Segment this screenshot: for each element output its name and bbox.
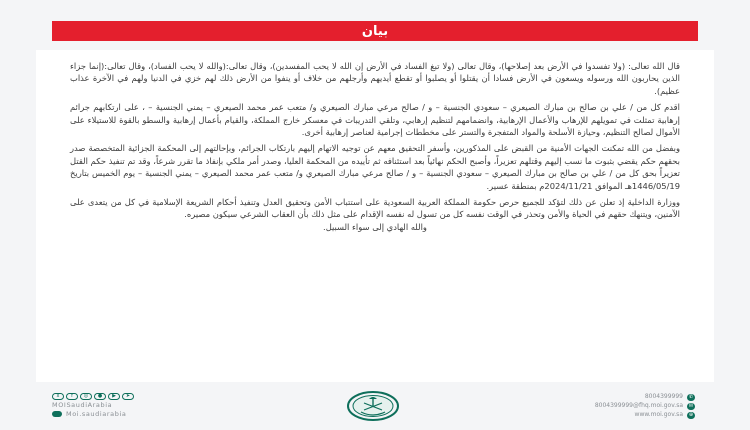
snapchat-icon <box>52 411 62 417</box>
closing-line: والله الهادي إلى سواء السبيل. <box>323 221 427 232</box>
snapchat-row[interactable] <box>52 410 134 418</box>
statement-header-bar <box>52 21 698 41</box>
website-url: www.moi.gov.sa <box>634 411 683 418</box>
telegram-icon[interactable]: ➤ <box>122 393 134 400</box>
phone-icon: ✆ <box>688 393 694 400</box>
email-address: 8004399999@fhq.moi.gov.sa <box>594 402 683 409</box>
periscope-icon[interactable]: ● <box>94 393 106 400</box>
facebook-icon[interactable]: f <box>66 393 78 400</box>
youtube-icon[interactable]: ▶ <box>108 393 120 400</box>
contact-phone-row[interactable] <box>645 393 695 401</box>
phone-number: 8004399999 <box>644 393 683 400</box>
ministry-emblem-logo <box>346 390 400 422</box>
globe-icon: ⊕ <box>688 411 694 418</box>
social-handle[interactable]: MOISaudiArabia <box>52 401 113 409</box>
footer <box>0 384 750 430</box>
statement-title: بيان <box>361 23 389 39</box>
paragraph-verses: قال الله تعالى: (ولا تفسدوا في الأرض بعد إصلاحها)، وقال تعالى (ولا تبغ الفساد في الأرض إن الله لا يحب المفسدين)، وقال تعالى:(والله لا يحب الفساد)، وقال تعالى:(إنما جزاء الذين يحاربون الله ورسوله ويسعون في الأرض فسادا أن يقتلوا أو يصلبوا أو تقطع أيديهم وأرجلهم من خلاف أو ينفوا من الأرض ذلك لهم خزي في الدنيا ولهم في الآخرة عذاب عظيم). <box>70 61 680 96</box>
paragraph-verdict: وبفضل من الله تمكنت الجهات الأمنية من القبض على المذكورين، وأسفر التحقيق معهم عن توجيه الاتهام إليهم بارتكاب الجرائم، وبإحالتهم إلى المحكمة الجزائية المتخصصة صدر بحقهم حكم يقضي بثبوت ما نسب إليهم وقتلهم تعزيراً، وأصبح الحكم نهائياً بعد استئنافه ثم تأييده من المحكمة العليا، وصدر أمر ملكي بإنفاذ ما تقرر شرعاً، وقد تم تنفيذ حكم القتل تعزيراً بحق كل من / علي بن صالح بن مبارك الصيعري – سعودي الجنسية – و / صالح مرعي مبارك الصيعري و/ متعب عمر محمد الصيعري – يمني الجنسية – يوم الخميس بتاريخ 1446/05/19هـ الموافق 2024/11/21م بمنطقة عسير. <box>70 143 680 191</box>
paragraph-ministry: ووزارة الداخلية إذ تعلن عن ذلك لتؤكد للجميع حرص حكومة المملكة العربية السعودية على استتباب الأمن وتحقيق العدل وتنفيذ أحكام الشريعة الإسلامية في كل من يتعدى على الآمنين، ويتنهك حقهم في الحياة والأمن وتحذر في الوقت نفسه كل من تسول له نفسه الإقدام على مثل ذلك بأن العقاب الشرعي سيكون مصيره. <box>70 197 680 220</box>
snapchat-handle: Moi.saudiarabia <box>66 410 127 418</box>
contact-info <box>595 393 695 419</box>
email-icon: ✉ <box>688 402 694 409</box>
paragraph-accused: اقدم كل من / علي بن صالح بن مبارك الصيعري – سعودي الجنسية – و / صالح مرعي مبارك الصيعري و/ متعب عمر محمد الصيعري – يمني الجنسية – ، على ارتكابهم جرائم إرهابية تمثلت في تمويلهم للإرهاب والأعمال الإرهابية، وانضمامهم لتنظيم إرهابي، وتلقي التدريبات في معسكر خارج المملكة، والقيام بأعمال إرهابية والسطو بالقوة للاستيلاء على الأموال لصالح التنظيم، وحيازة الأسلحة والمواد المتفجرة والتستر على مخططات إجرامية لعناصر إرهابية أخرى. <box>70 102 680 138</box>
social-links <box>52 393 134 418</box>
social-icon-row <box>52 393 134 400</box>
statement-body <box>36 50 714 382</box>
contact-website-row[interactable] <box>635 411 695 419</box>
x-twitter-icon[interactable]: x <box>52 393 64 400</box>
contact-email-row[interactable] <box>595 402 695 410</box>
instagram-icon[interactable]: ◎ <box>80 393 92 400</box>
